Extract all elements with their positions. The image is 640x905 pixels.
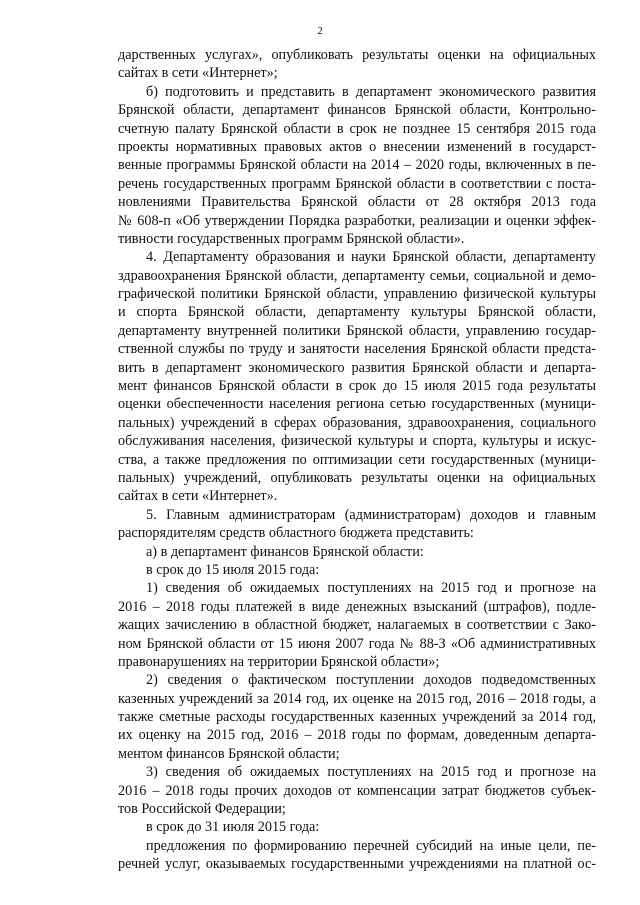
text-line: 5. Главным администраторам (администраторам) доходов и главным	[146, 506, 596, 523]
text-line: ном Брянской области от 15 июня 2007 года № 88-З «Об административных	[118, 635, 596, 652]
text-line: вить в департамент экономического развития Брянской области и департа-	[118, 359, 596, 376]
text-line: 2016 – 2018 годы прочих доходов от компенсации затрат бюджетов субъек-	[118, 782, 596, 799]
text-line: ментом финансов Брянской области;	[118, 745, 340, 762]
text-line: департаменту внутренней политики Брянской области, управлению государ-	[118, 322, 596, 339]
text-line: 2) сведения о фактическом поступлении доходов подведомственных	[146, 672, 596, 689]
text-line: мент финансов Брянской области в срок до 15 июля 2015 года результаты	[118, 378, 596, 395]
text-line: Брянской области, департамент финансов Брянской области, Контрольно-	[118, 102, 596, 119]
document-body	[118, 46, 596, 874]
text-line: их оценку на 2015 год, 2016 – 2018 годы по формам, доведенным департа-	[118, 727, 596, 744]
text-line: 3) сведения об ожидаемых поступлениях на 2015 год и прогнозе на	[146, 764, 596, 781]
text-line: ственной службы по труду и занятости населения Брянской области предста-	[118, 341, 596, 358]
text-line: тов Российской Федерации;	[118, 801, 286, 818]
text-line: сайтах в сети «Интернет».	[118, 488, 278, 505]
text-line: а) в департамент финансов Брянской области:	[146, 543, 424, 560]
text-line: венные программы Брянской области на 2014 – 2020 годы, включенных в пе-	[118, 157, 596, 174]
text-line: в срок до 31 июля 2015 года:	[146, 819, 320, 836]
text-line: правонарушениях на территории Брянской области»;	[118, 653, 440, 670]
text-line: обслуживания населения, физической культуры и спорта, культуры и искус-	[118, 433, 596, 450]
text-line: ства, а также предложения по оптимизации сети государственных (муници-	[118, 451, 596, 468]
text-line: речень государственных программ Брянской области в соответствии с поста-	[118, 175, 596, 192]
text-line: № 608-п «Об утверждении Порядка разработки, реализации и оценки эффек-	[118, 212, 596, 229]
text-line: 1) сведения об ожидаемых поступлениях на 2015 год и прогнозе на	[146, 580, 596, 597]
text-line: 2016 – 2018 годы платежей в виде денежных взысканий (штрафов), подле-	[118, 598, 596, 615]
text-line: оценки обеспеченности населения региона сетью государственных (муници-	[118, 396, 596, 413]
text-line: счетную палату Брянской области в срок не позднее 15 сентября 2015 года	[118, 120, 596, 137]
text-line: здравоохранения Брянской области, департаменту семьи, социальной и демо-	[118, 267, 596, 284]
text-line: жащих зачислению в областной бюджет, налагаемых в соответствии с Зако-	[118, 617, 596, 634]
text-line: распорядителям средств областного бюджета представить:	[118, 525, 474, 542]
text-line: казенных учреждений за 2014 год, их оценке на 2015 год, 2016 – 2018 годы, а	[118, 690, 596, 707]
text-line: новлениями Правительства Брянской области от 28 октября 2013 года	[118, 194, 596, 211]
text-line: тивности государственных программ Брянской области».	[118, 230, 465, 247]
text-line: графической политики Брянской области, управлению физической культуры	[118, 286, 596, 303]
page-number: 2	[317, 25, 323, 37]
text-line: также сметные расходы государственных казенных учреждений за 2014 год,	[118, 709, 596, 726]
text-line: речней услуг, оказываемых государственными учреждениями на платной ос-	[118, 856, 596, 873]
text-line: и спорта Брянской области, департаменту культуры Брянской области,	[118, 304, 596, 321]
text-line: 4. Департаменту образования и науки Брянской области, департаменту	[146, 249, 596, 266]
text-line: дарственных услугах», опубликовать результаты оценки на официальных	[118, 47, 596, 63]
text-line: б) подготовить и представить в департамент экономического развития	[146, 83, 596, 100]
text-line: пальных) учреждений в сферах образования, здравоохранения, социального	[118, 414, 596, 431]
text-line: предложения по формированию перечней субсидий на иные цели, пе-	[146, 837, 596, 854]
text-line: пальных) учреждений, опубликовать результаты оценки на официальных	[118, 469, 596, 486]
text-line: сайтах в сети «Интернет»;	[118, 65, 278, 82]
text-line: проекты нормативных правовых актов о внесении изменений в государст-	[118, 138, 596, 155]
text-line: в срок до 15 июля 2015 года:	[146, 561, 320, 578]
